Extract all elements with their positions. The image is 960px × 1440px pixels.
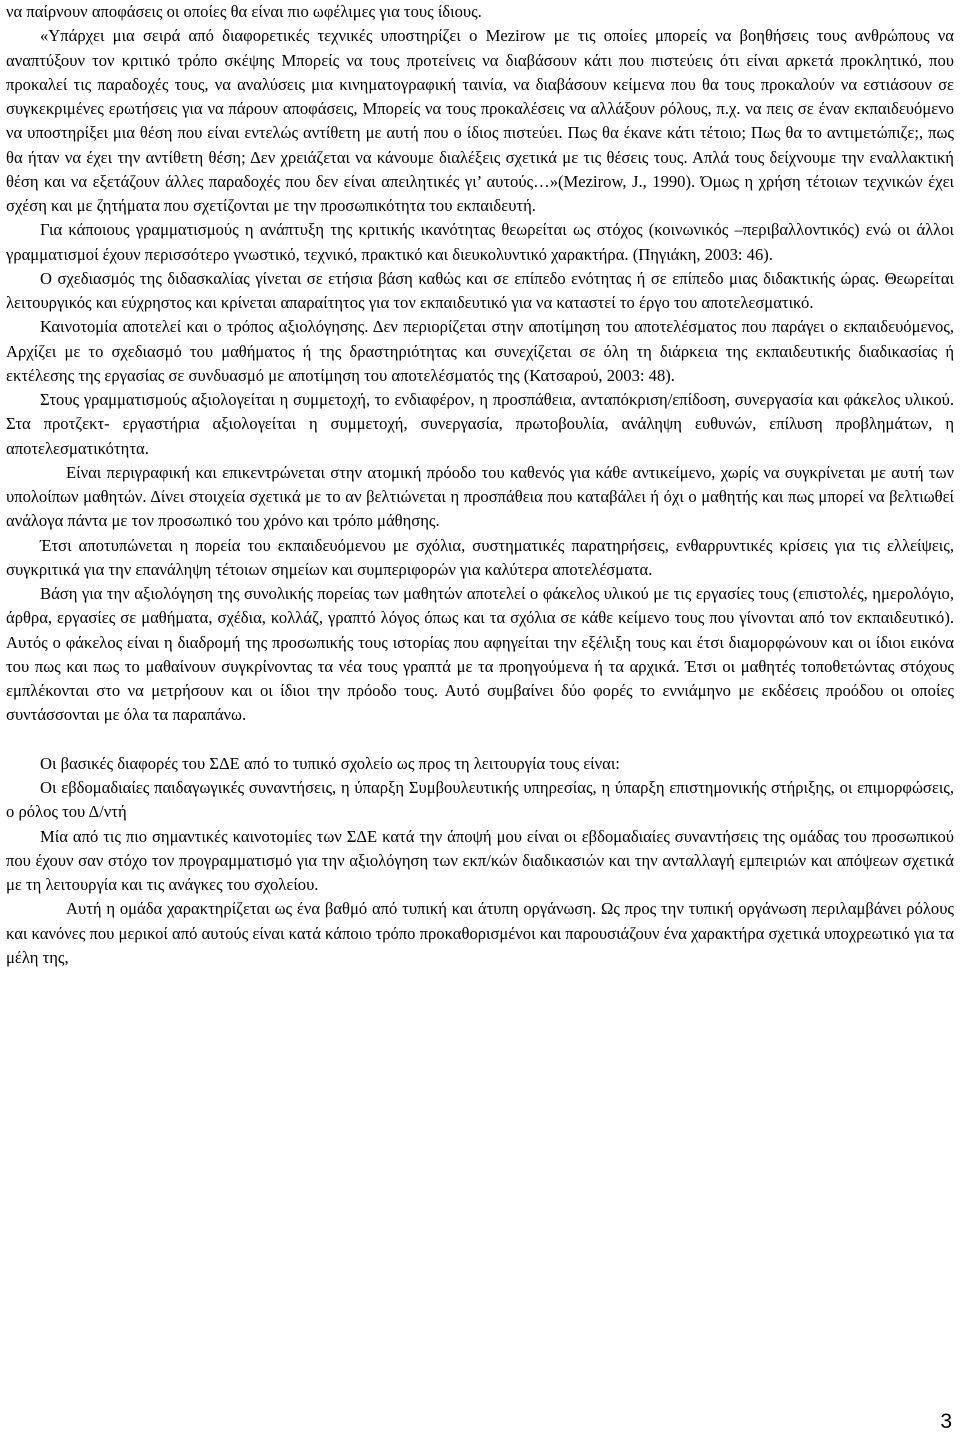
paragraph-5: Καινοτομία αποτελεί και ο τρόπος αξιολόγησης. Δεν περιορίζεται στην αποτίμηση του αποτελέσματος που παράγει ο εκπαιδευόμενος, Αρχίζει με το σχεδιασμό του μαθήματος ή της δραστηριότητας και συνεχίζεται σε όλη τη διάρκεια της εκπαιδευτικής διαδικασίας ή εκτέλεσης της εργασίας σε συνδυασμό με αποτίμηση του αποτελέσματός της (Κατσαρού, 2003: 48).: [6, 317, 954, 385]
paragraph-4: Ο σχεδιασμός της διδασκαλίας γίνεται σε ετήσια βάση καθώς και σε επίπεδο ενότητας ή σε επίπεδο μιας διδακτικής ώρας. Θεωρείται λειτουργικός και εύχρηστος και κρίνεται απαραίτητος για τον εκπαιδευτικό για να καταστεί το έργο του αποτελεσματικό.: [6, 268, 954, 312]
paragraph-12: Μία από τις πιο σημαντικές καινοτομίες των ΣΔΕ κατά την άποψή μου είναι οι εβδομαδιαίες συναντήσεις της ομάδας του προσωπικού που έχουν σαν στόχο τον προγραμματισμό για την αξιολόγηση των εκπ/κών διαδικασιών και την ανταλλαγή εμπειριών και απόψεων σχετικά με τη λειτουργία και τις ανάγκες του σχολείου.: [6, 826, 954, 894]
blank-line: [6, 728, 954, 752]
paragraph-1: να παίρνουν αποφάσεις οι οποίες θα είναι πιο ωφέλιμες για τους ίδιους.: [6, 2, 482, 21]
paragraph-3: Για κάποιους γραμματισμούς η ανάπτυξη της κριτικής ικανότητας θεωρείται ως στόχος (κοινωνικός –περιβαλλοντικός) ενώ οι άλλοι γραμματισμοί έχουν περισσότερο γνωστικό, τεχνικό, πρακτικό και διευκολυντικό χαρακτήρα. (Πηγιάκη, 2003: 46).: [6, 220, 954, 264]
paragraph-6: Στους γραμματισμούς αξιολογείται η συμμετοχή, το ενδιαφέρον, η προσπάθεια, ανταπόκριση/επίδοση, συνεργασία και φάκελος υλικού. Στα προτζεκτ- εργαστήρια αξιολογείται η συμμετοχή, συνεργασία, πρωτοβουλία, ανάληψη ευθυνών, επίλυση προβλημάτων, η αποτελεσματικότητα.: [6, 390, 954, 458]
document-page: [6, 0, 954, 970]
paragraph-2: «Υπάρχει μια σειρά από διαφορετικές τεχνικές υποστηρίζει ο Mezirow με τις οποίες μπορείς να βοηθήσεις τους ανθρώπους να αναπτύξουν τον κριτικό τρόπο σκέψης Μπορείς να τους προτείνεις να διαβάσουν κάτι που πιστεύεις ότι είναι αρκετά προκλητικό, που προκαλεί τις παραδοχές τους, να αναλύσεις μια κινηματογραφική ταινία, να διαβάσουν κείμενα που θα τους προκαλούν να εστιάσουν σε συγκεκριμένες ερωτήσεις για να πάρουν αποφάσεις, Μπορείς να τους προκαλέσεις να αλλάξουν ρόλους, π.χ. να πεις σε έναν εκπαιδευόμενο να υποστηρίξει μια θέση που είναι εντελώς αντίθετη με αυτή που ο ίδιος πιστεύει. Πως θα έκανε κάτι τέτοιο; Πως θα το αντιμετώπιζε;, πως θα ήταν να έχει την αντίθετη θέση; Δεν χρειάζεται να κάνουμε διαλέξεις σχετικά με τις θέσεις τους. Απλά τους δείχνουμε την εναλλακτική θέση και να εξετάζουν άλλες παραδοχές που δεν είναι απειλητικές γι’ αυτούς…»(Mezirow, J., 1990). Όμως η χρήση τέτοιων τεχνικών έχει σχέση και με ζητήματα που σχετίζονται με την προσωπικότητα του εκπαιδευτή.: [6, 26, 954, 215]
paragraph-7: Είναι περιγραφική και επικεντρώνεται στην ατομική πρόοδο του καθενός για κάθε αντικείμενο, χωρίς να συγκρίνεται με αυτή των υπολοίπων μαθητών. Δίνει στοιχεία σχετικά με το αν βελτιώνεται η προσπάθεια που καταβάλει ή όχι ο μαθητής και πως μπορεί να βελτιωθεί ανάλογα πάντα με τον προσωπικό του χρόνο και τρόπο μάθησης.: [6, 462, 954, 531]
paragraph-9: Βάση για την αξιολόγηση της συνολικής πορείας των μαθητών αποτελεί ο φάκελος υλικού με τις εργασίες τους (επιστολές, ημερολόγιο, άρθρα, εργασίες σε μαθήματα, σχέδια, κολλάζ, γραπτό λόγος όπως και τα σχόλια σε κάθε κείμενο τους που γίνονται από τον εκπαιδευτικό). Αυτός ο φάκελος είναι η διαδρομή της προσωπικής τους ιστορίας που αφηγείται την εξέλιξη τους και έτσι διαμορφώνουν και οι ίδιοι εικόνα του πως και πως το μαθαίνουν συγκρίνοντας τα νέα τους γραπτά με τα προηγούμενα ή τα αρχικά. Έτσι οι μαθητές τοποθετώντας στόχους εμπλέκονται στο να μετρήσουν και οι ίδιοι την πρόοδο τους. Αυτό συμβαίνει δύο φορές το εννιάμηνο με εκδέσεις προόδου οι οποίες συντάσσονται με όλα τα παραπάνω.: [6, 584, 954, 725]
paragraph-13: Αυτή η ομάδα χαρακτηρίζεται ως ένα βαθμό από τυπική και άτυπη οργάνωση. Ως προς την τυπική οργάνωση περιλαμβάνει ρόλους και κανόνες που μερικοί από αυτούς είναι κατά κάποιο τρόπο προκαθορισμένοι και παρουσιάζουν ένα χαρακτήρα σχετικά υποχρεωτικό για τα μέλη της,: [6, 899, 954, 967]
page-number: 3: [940, 1410, 952, 1433]
paragraph-10: Οι βασικές διαφορές του ΣΔΕ από το τυπικό σχολείο ως προς τη λειτουργία τους είναι:: [40, 753, 620, 773]
paragraph-11: Οι εβδομαδιαίες παιδαγωγικές συναντήσεις, η ύπαρξη Συμβουλευτικής υπηρεσίας, η ύπαρξη επιστημονικής στήριξης, οι επιμορφώσεις, ο ρόλος του Δ/ντή: [6, 778, 954, 822]
paragraph-8: Έτσι αποτυπώνεται η πορεία του εκπαιδευόμενου με σχόλια, συστηματικές παρατηρήσεις, ενθαρρυντικές κρίσεις για τις ελλείψεις, συγκριτικά για την επανάληψη τέτοιων σημείων και συμπεριφορών για καλύτερα αποτελέσματα.: [6, 535, 954, 579]
